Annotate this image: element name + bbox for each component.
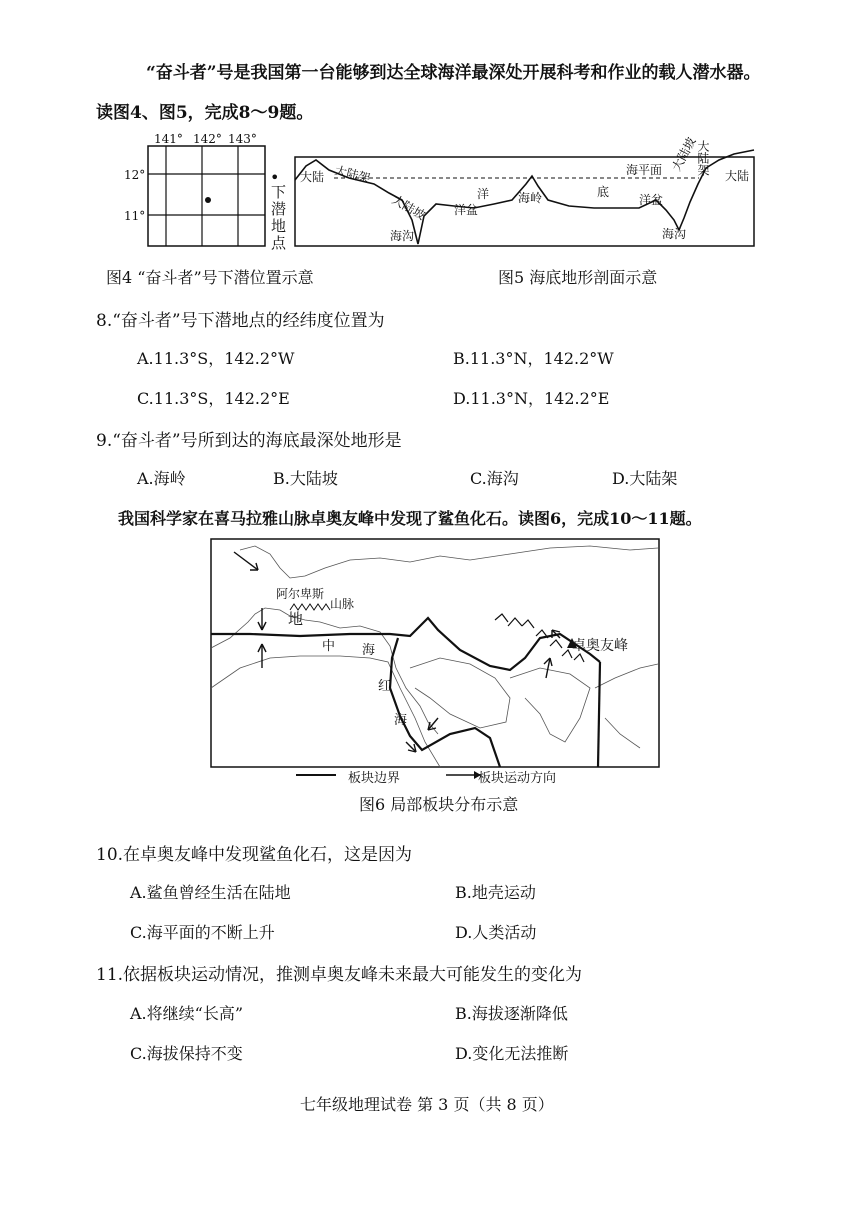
label-med-2: 中 bbox=[322, 639, 336, 654]
q11-option-d[interactable]: D.变化无法推断 bbox=[455, 1044, 569, 1063]
q9-option-c[interactable]: C.海沟 bbox=[470, 469, 519, 488]
q8-option-c[interactable]: C.11.3°S，142.2°E bbox=[137, 389, 290, 408]
lon-label-143: 143° bbox=[228, 132, 257, 146]
q9-option-d[interactable]: D.大陆架 bbox=[612, 469, 678, 488]
q10-option-a[interactable]: A.鲨鱼曾经生活在陆地 bbox=[130, 883, 291, 902]
q11-option-b[interactable]: B.海拔逐渐降低 bbox=[455, 1004, 568, 1023]
intro-line-3: 我国科学家在喜马拉雅山脉卓奥友峰中发现了鲨鱼化石。读图6，完成10～11题。 bbox=[118, 509, 702, 528]
intro-line-2: 读图4、图5，完成8～9题。 bbox=[96, 103, 314, 123]
figure-6-plate-map bbox=[210, 538, 662, 770]
label-continent-right: 大陆 bbox=[725, 169, 750, 183]
q8-stem: 8.“奋斗者”号下潜地点的经纬度位置为 bbox=[96, 311, 385, 331]
label-ridge: 海岭 bbox=[518, 191, 543, 205]
label-bottom-char: 底 bbox=[597, 185, 610, 199]
label-ocean-basin-right: 洋盆 bbox=[639, 193, 664, 207]
fig4-legend-dot: • bbox=[270, 168, 280, 187]
q10-option-b[interactable]: B.地壳运动 bbox=[455, 883, 536, 902]
label-alps: 阿尔卑斯 bbox=[276, 587, 325, 601]
fig6-caption: 图6 局部板块分布示意 bbox=[359, 795, 519, 814]
figure-4-grid-map bbox=[120, 126, 290, 251]
lon-label-142: 142° bbox=[193, 132, 222, 146]
q11-option-a[interactable]: A.将继续“长高” bbox=[130, 1004, 244, 1023]
figure-5-profile bbox=[294, 128, 756, 248]
label-slope-left: 大陆坡 bbox=[389, 192, 428, 223]
q11-stem: 11.依据板块运动情况，推测卓奥友峰未来最大可能发生的变化为 bbox=[96, 965, 583, 985]
label-trench-right: 海沟 bbox=[662, 227, 687, 241]
q8-option-a[interactable]: A.11.3°S，142.2°W bbox=[137, 349, 295, 368]
legend-boundary-label: 板块边界 bbox=[348, 771, 401, 786]
lat-label-11: 11° bbox=[124, 209, 146, 223]
fig5-caption: 图5 海底地形剖面示意 bbox=[498, 268, 658, 287]
q8-option-d[interactable]: D.11.3°N，142.2°E bbox=[453, 389, 610, 408]
q10-option-d[interactable]: D.人类活动 bbox=[455, 923, 537, 942]
plate-boundary-line bbox=[390, 638, 500, 767]
legend-arrow-label: 板块运动方向 bbox=[478, 771, 557, 786]
label-shelf-right: 大陆架 bbox=[696, 140, 710, 176]
dive-site-dot bbox=[205, 197, 211, 203]
label-trench-left: 海沟 bbox=[390, 229, 415, 243]
q9-option-b[interactable]: B.大陆坡 bbox=[273, 469, 338, 488]
q11-option-c[interactable]: C.海拔保持不变 bbox=[130, 1044, 243, 1063]
label-ocean-basin-left: 洋盆 bbox=[454, 203, 479, 217]
label-ocean-char: 洋 bbox=[477, 187, 490, 201]
legend-boundary-symbol bbox=[294, 768, 338, 782]
label-mountains: 山脉 bbox=[330, 597, 355, 611]
label-sea-level: 海平面 bbox=[626, 163, 663, 177]
label-slope-right: 大陆坡 bbox=[669, 135, 699, 174]
intro-line-1: “奋斗者”号是我国第一台能够到达全球海洋最深处开展科考和作业的载人潜水器。 bbox=[146, 63, 761, 83]
plate-boundary-line bbox=[211, 618, 600, 670]
label-shelf-left: 大陆架 bbox=[333, 163, 372, 186]
q9-stem: 9.“奋斗者”号所到达的海底最深处地形是 bbox=[96, 431, 402, 451]
fig4-legend-text: 下潜地点 bbox=[271, 183, 287, 252]
plate-boundary-line bbox=[598, 662, 600, 767]
label-med-3: 海 bbox=[362, 643, 376, 658]
q8-option-b[interactable]: B.11.3°N，142.2°W bbox=[453, 349, 614, 368]
lon-label-141: 141° bbox=[154, 132, 183, 146]
q9-option-a[interactable]: A.海岭 bbox=[137, 469, 186, 488]
fig4-caption: 图4 “奋斗者”号下潜位置示意 bbox=[106, 268, 314, 287]
q10-option-c[interactable]: C.海平面的不断上升 bbox=[130, 923, 275, 942]
q10-stem: 10.在卓奥友峰中发现鲨鱼化石，这是因为 bbox=[96, 845, 413, 865]
page-footer: 七年级地理试卷 第 3 页（共 8 页） bbox=[300, 1095, 554, 1114]
label-red-2: 海 bbox=[394, 713, 408, 728]
label-continent-left: 大陆 bbox=[300, 170, 325, 184]
label-peak: 卓奥友峰 bbox=[572, 638, 628, 654]
lat-label-12: 12° bbox=[124, 168, 146, 182]
label-red-1: 红 bbox=[378, 679, 392, 694]
label-med-1: 地 bbox=[288, 610, 304, 628]
